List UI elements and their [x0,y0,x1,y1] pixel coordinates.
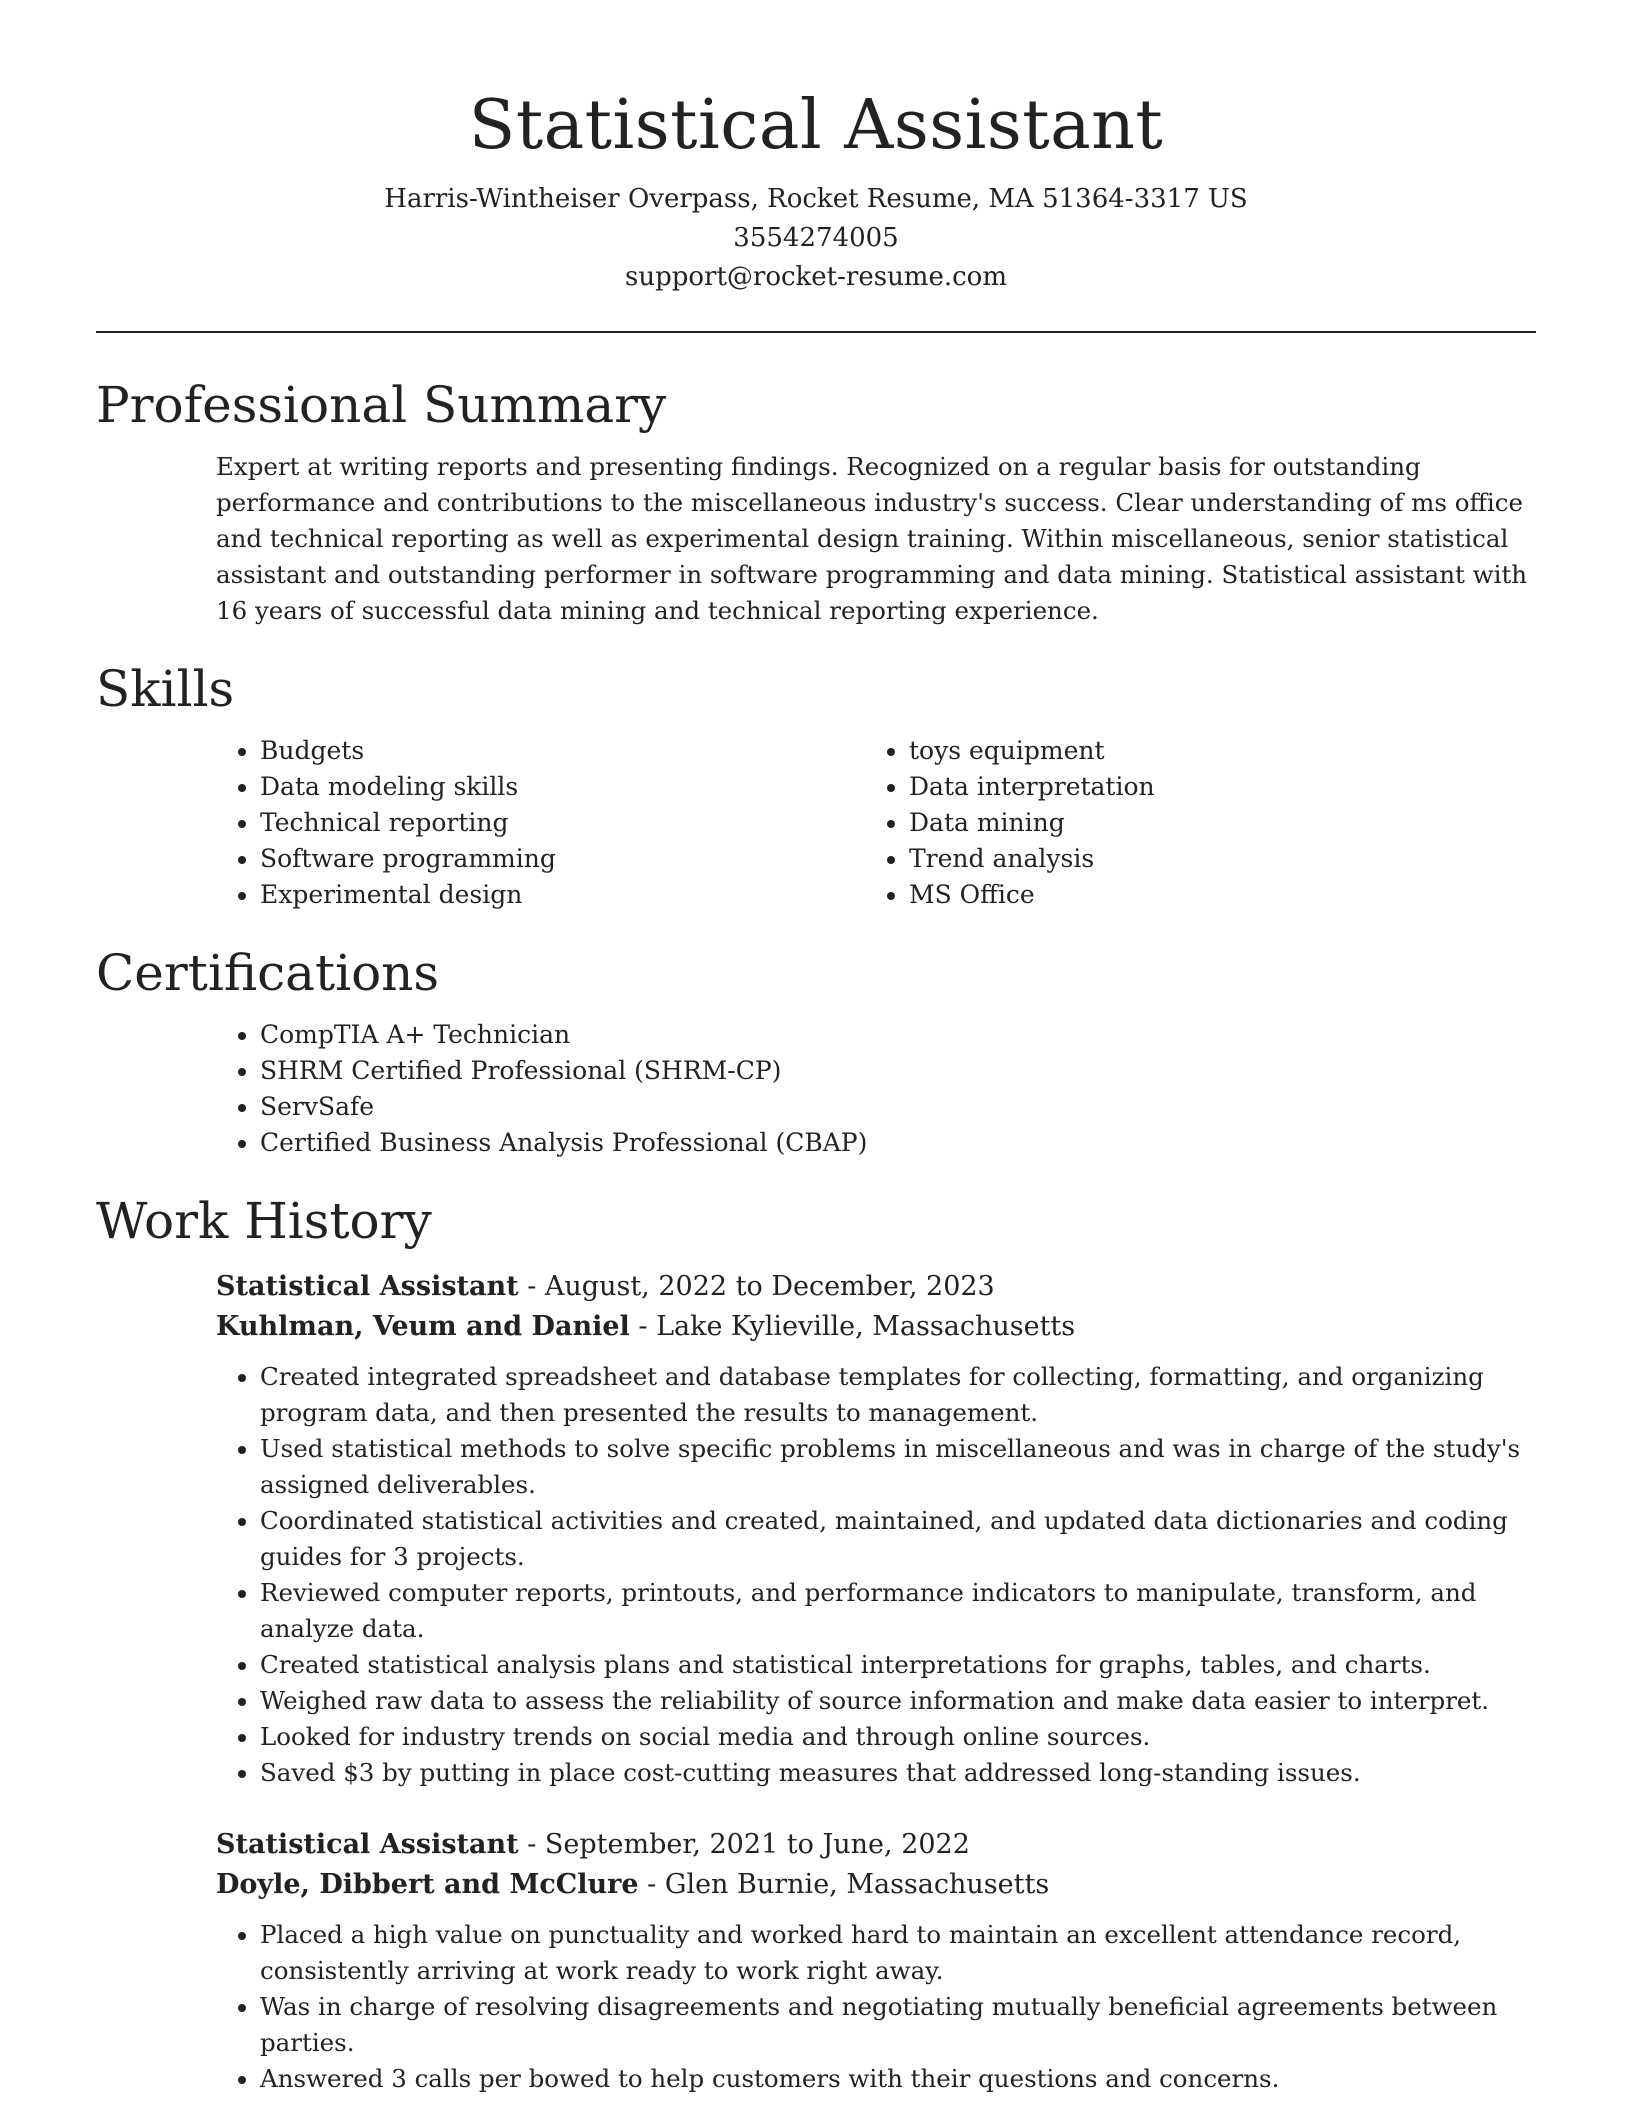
job-company: Kuhlman, Veum and Daniel [216,1311,630,1342]
list-item: • Technical reporting [260,805,865,841]
summary-text: Expert at writing reports and presenting findings. Recognized on a regular basis for outstanding performance and contributions to the miscellaneous industry's success. Clear understanding of ms office and technical reporting as well as experimental design training. Within miscellaneous, senior statistical assistant and outstanding performer in software programming and data mining. Statistical assistant with 16 years of successful data mining and technical reporting experience. [216,452,1528,625]
list-item: • Software programming [260,841,865,877]
candidate-name: Statistical Assistant [468,86,1164,165]
job-separator: - [527,1271,545,1302]
job-separator: - [638,1311,657,1342]
list-item: • Certified Business Analysis Professional (CBAP) [260,1125,1536,1161]
list-item: • Used statistical methods to solve specific problems in miscellaneous and was in charge of the study's assigned deliverables. [260,1431,1536,1503]
list-item: • Answered 3 calls per bowed to help customers with their questions and concerns. [260,2061,1536,2097]
list-item: • Saved $3 by putting in place cost-cutting measures that addressed long-standing issues. [260,1755,1536,1791]
job-role-line [216,1267,1536,1307]
work-history-title: Work History [96,1192,432,1250]
job-entry [216,1267,1536,1791]
job-entry [216,1825,1536,2097]
list-item: • CompTIA A+ Technician [260,1017,1536,1053]
list-item: • Budgets [260,733,865,769]
contact-phone: 3554274005 [733,223,899,253]
list-item: • Data interpretation [909,769,1514,805]
job-dates: September, 2021 to June, 2022 [544,1829,970,1860]
summary-title: Professional Summary [96,376,667,434]
skills-columns [216,733,1536,913]
resume-header [96,0,1536,297]
certifications-section [96,941,1536,1161]
job-location: Lake Kylieville, Massachusetts [656,1311,1076,1342]
skills-title: Skills [96,660,235,718]
list-item: • Data mining [909,805,1514,841]
header-divider [96,331,1536,333]
job-dates: August, 2022 to December, 2023 [544,1271,995,1302]
list-item: • Data modeling skills [260,769,865,805]
job-role: Statistical Assistant [216,1271,519,1302]
resume-page [96,0,1536,2097]
job-company-line [216,1865,1536,1905]
list-item: • Weighed raw data to assess the reliability of source information and make data easier to interpret. [260,1683,1536,1719]
certifications-title: Certifications [96,944,440,1002]
work-history-section [96,1189,1536,2097]
job-role-line [216,1825,1536,1865]
list-item: • Looked for industry trends on social media and through online sources. [260,1719,1536,1755]
list-item: • ServSafe [260,1089,1536,1125]
list-item: • MS Office [909,877,1514,913]
list-item: • Trend analysis [909,841,1514,877]
list-item: • Reviewed computer reports, printouts, and performance indicators to manipulate, transform, and analyze data. [260,1575,1536,1647]
list-item: • SHRM Certified Professional (SHRM-CP) [260,1053,1536,1089]
skills-right-list [865,733,1514,913]
summary-section [96,373,1536,629]
job-separator: - [527,1829,545,1860]
contact-email: support@rocket-resume.com [624,262,1007,292]
job-role: Statistical Assistant [216,1829,519,1860]
list-item: • Coordinated statistical activities and created, maintained, and updated data dictionaries and coding guides for 3 projects. [260,1503,1536,1575]
list-item: • toys equipment [909,733,1514,769]
contact-address: Harris-Wintheiser Overpass, Rocket Resume, MA 51364-3317 US [384,184,1248,214]
job-bullets [216,1917,1536,2097]
list-item: • Created integrated spreadsheet and database templates for collecting, formatting, and organizing program data, and then presented the results to management. [260,1359,1536,1431]
contact-block [96,180,1536,297]
skills-section [96,657,1536,913]
job-company-line [216,1307,1536,1347]
list-item: • Experimental design [260,877,865,913]
list-item: • Was in charge of resolving disagreements and negotiating mutually beneficial agreements between parties. [260,1989,1536,2061]
list-item: • Created statistical analysis plans and statistical interpretations for graphs, tables, and charts. [260,1647,1536,1683]
job-separator: - [647,1869,665,1900]
certifications-list [216,1017,1536,1161]
job-bullets [216,1359,1536,1791]
job-location: Glen Burnie, Massachusetts [664,1869,1050,1900]
list-item: • Placed a high value on punctuality and worked hard to maintain an excellent attendance record, consistently arriving at work ready to work right away. [260,1917,1536,1989]
skills-left-list [216,733,865,913]
job-company: Doyle, Dibbert and McClure [216,1869,639,1900]
